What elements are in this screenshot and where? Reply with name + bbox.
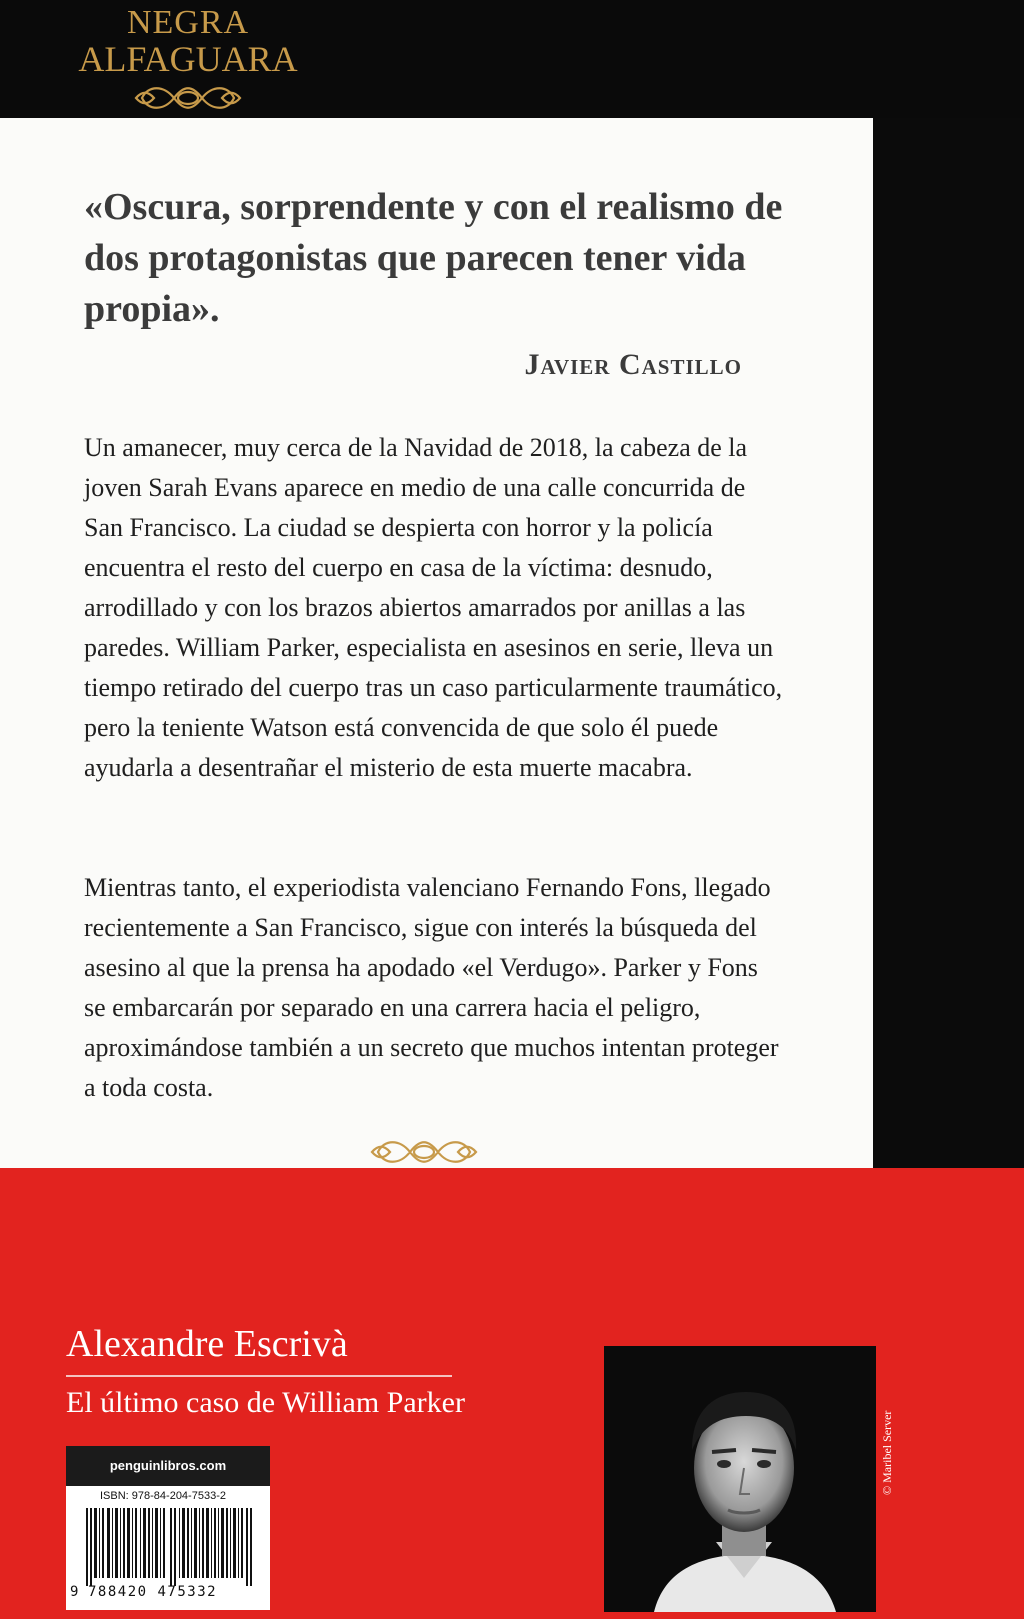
barcode-first-digit: 9 xyxy=(70,1584,79,1600)
barcode-icon xyxy=(86,1508,258,1586)
title-divider xyxy=(66,1375,452,1377)
logo-line-2: ALFAGUARA xyxy=(78,39,298,79)
isbn-label: ISBN: 978-84-204-7533-2 xyxy=(100,1490,226,1502)
barcode-digits: 788420 475332 xyxy=(88,1584,218,1600)
author-name: Alexandre Escrivà xyxy=(66,1323,348,1365)
ornament-icon xyxy=(370,1135,478,1169)
logo-ornament-icon xyxy=(134,81,242,115)
synopsis-paragraph-1: Un amanecer, muy cerca de la Navidad de 2018, la cabeza de la joven Sarah Evans aparece en medio de una calle concurrida de San Francisco. La ciudad se despierta con horror y la policía encuentra el resto del cuerpo en casa de la víctima: desnudo, arrodillado y con los brazos abiertos amarrados por anillas a las paredes. William Parker, especialista en asesinos en serie, lleva un tiempo retirado del cuerpo tras un caso particularmente traumático, pero la teniente Watson está convencida de que solo él puede ayudarla a desentrañar el misterio de esta muerte macabra. xyxy=(84,433,783,782)
publisher-website: penguinlibros.com xyxy=(66,1446,270,1486)
blurb-quote: «Oscura, sorprendente y con el realismo de dos protagonistas que parecen tener vida propia». xyxy=(84,186,783,330)
book-title: El último caso de William Parker xyxy=(66,1386,465,1419)
author-photo xyxy=(604,1346,876,1612)
photo-credit: © Maribel Server xyxy=(880,1410,894,1495)
author-portrait-icon xyxy=(604,1346,876,1612)
barcode-box xyxy=(66,1486,270,1610)
synopsis-paragraph-2: Mientras tanto, el experiodista valenciano Fernando Fons, llegado recientemente a San Francisco, sigue con interés la búsqueda del asesino al que la prensa ha apodado «el Verdugo». Parker y Fons se embarcarán por separado en una carrera hacia el peligro, aproximándose también a un secreto que muchos intentan proteger a toda costa. xyxy=(84,873,779,1102)
quote-author: Javier Castillo xyxy=(524,348,742,381)
logo-line-1: NEGRA xyxy=(126,4,250,41)
publisher-logo xyxy=(78,6,298,115)
